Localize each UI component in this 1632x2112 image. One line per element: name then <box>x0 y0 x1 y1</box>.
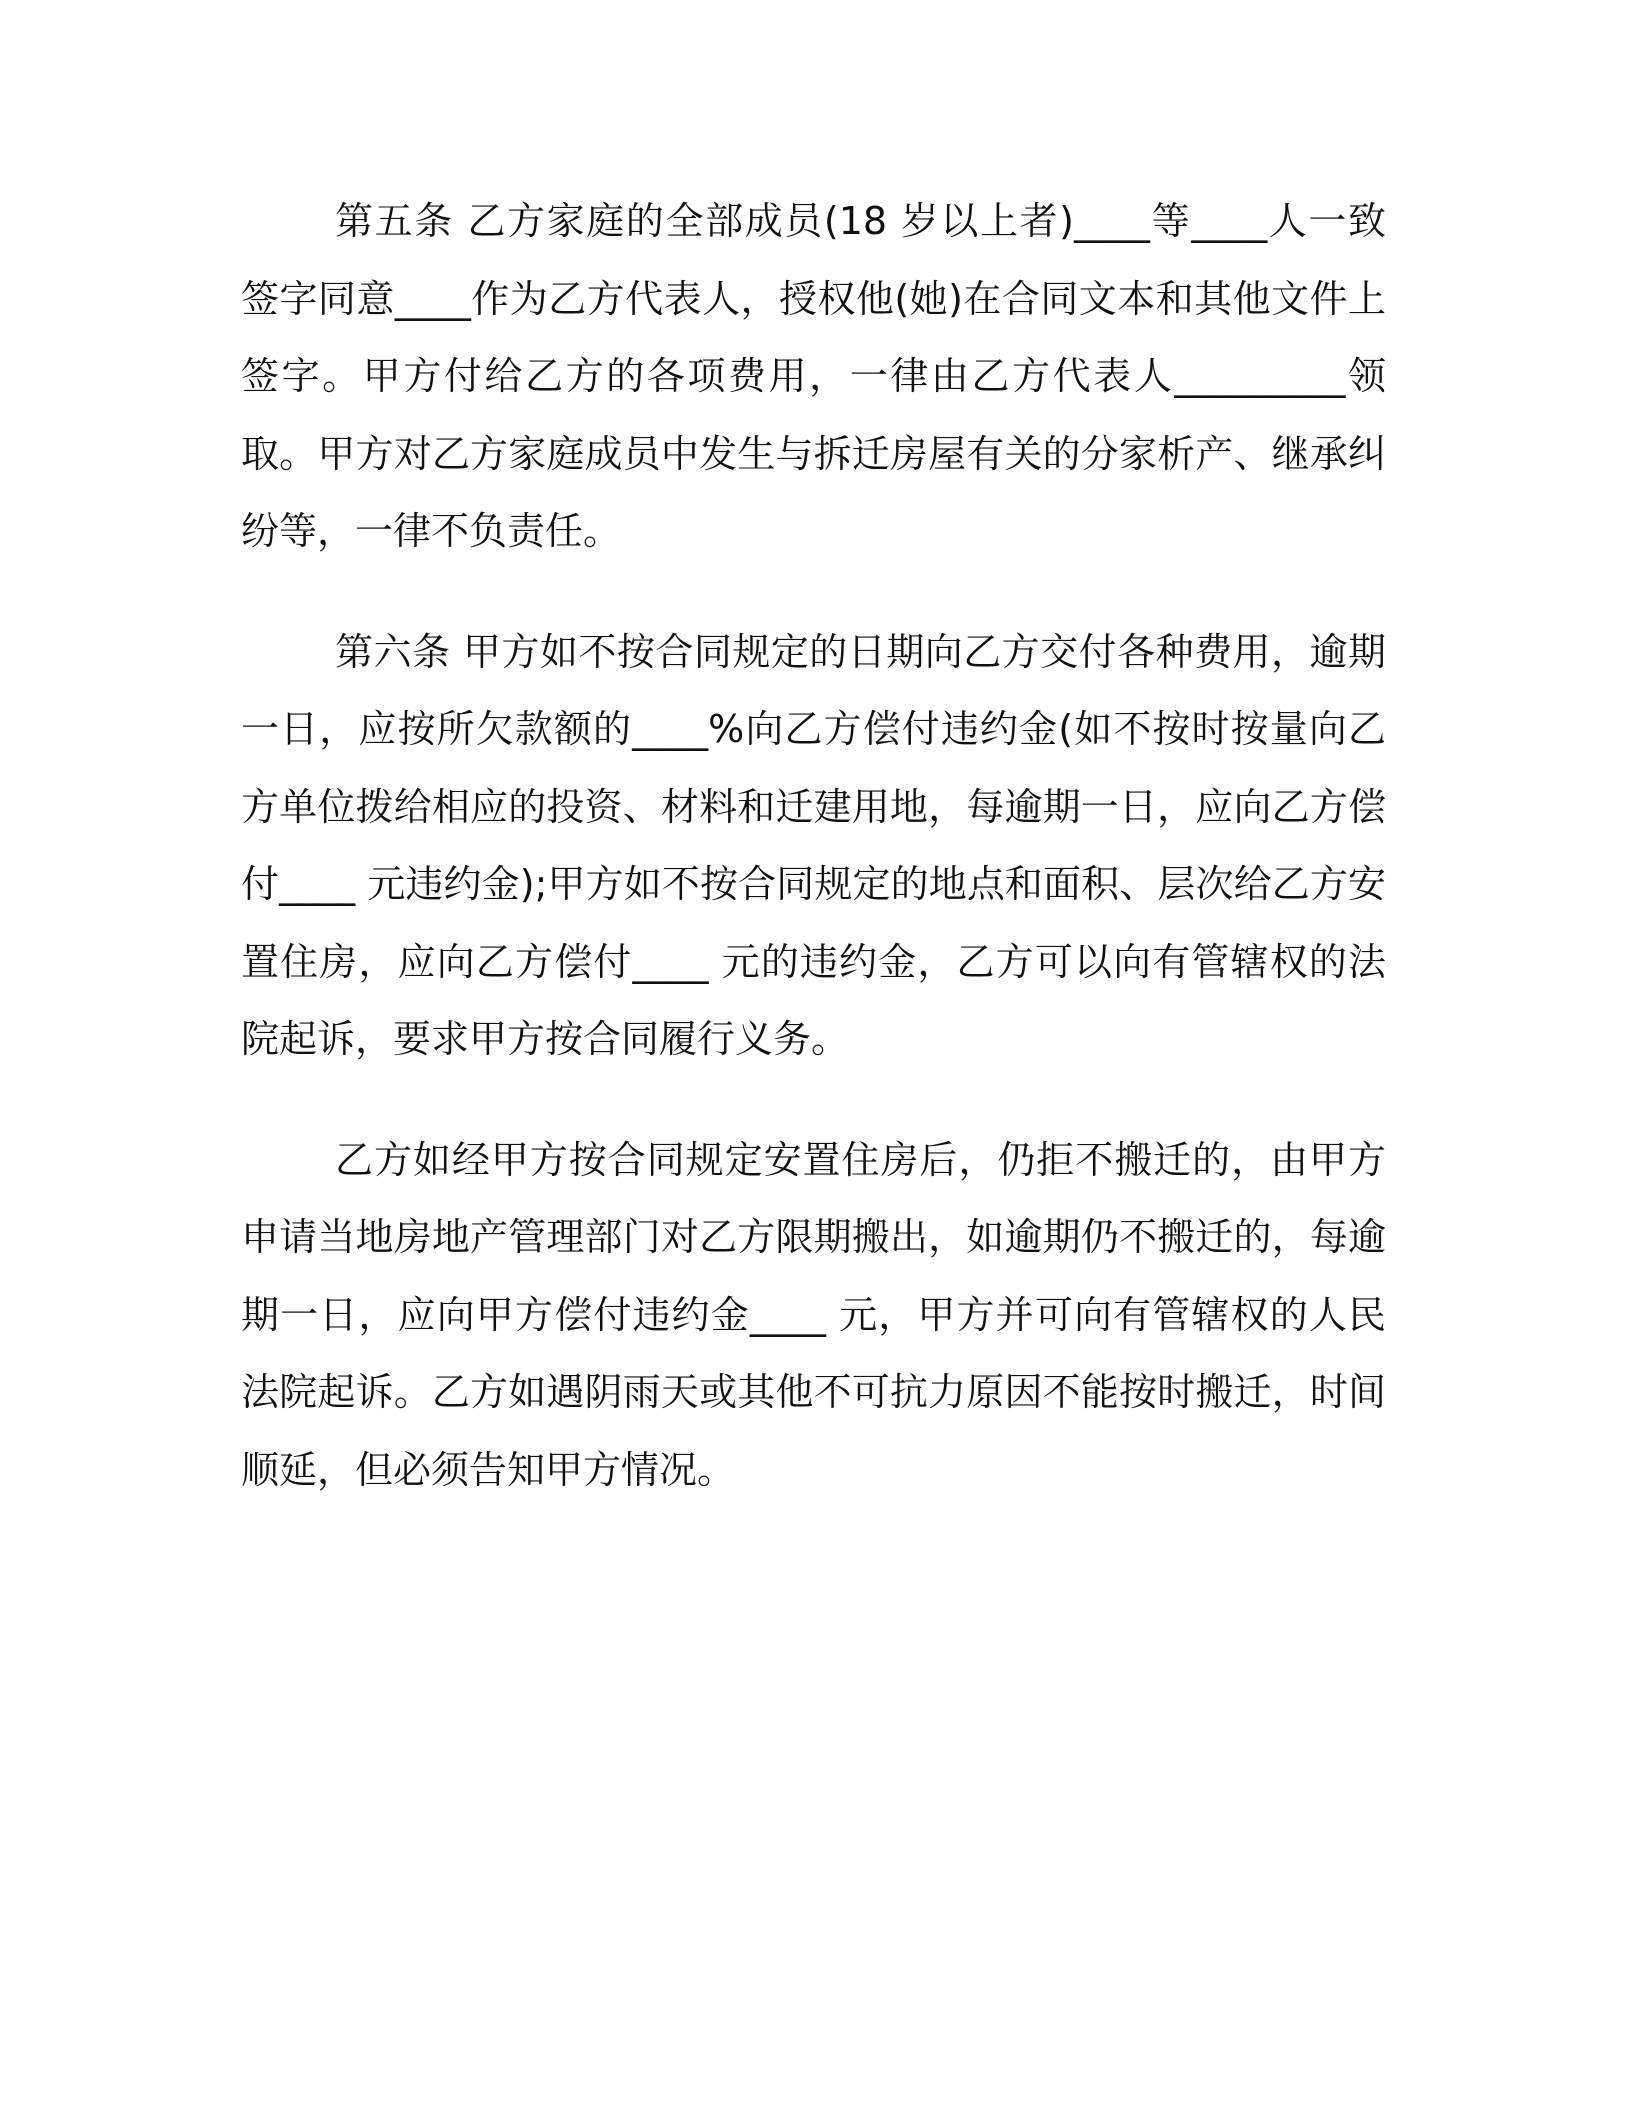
relocation-refusal-paragraph: 乙方如经甲方按合同规定安置住房后，仍拒不搬迁的，由甲方申请当地房地产管理部门对乙方限期搬出，如逾期仍不搬迁的，每逾期一日，应向甲方偿付违约金____ 元，甲方并可向有管辖权的人民法院起诉。乙方如遇阴雨天或其他不可抗力原因不能按时搬迁，时间顺延，但必须告知甲方情况。 <box>241 1137 1386 1492</box>
article-5-paragraph: 第五条 乙方家庭的全部成员(18 岁以上者)____等____人一致签字同意____作为乙方代表人，授权他(她)在合同文本和其他文件上签字。甲方付给乙方的各项费用，一律由乙方代表人_________领取。甲方对乙方家庭成员中发生与拆迁房屋有关的分家析产、继承纠纷等，一律不负责任。 <box>241 199 1386 553</box>
document-body <box>241 183 1386 1552</box>
article-6-paragraph: 第六条 甲方如不按合同规定的日期向乙方交付各种费用，逾期一日，应按所欠款额的____%向乙方偿付违约金(如不按时按量向乙方单位拨给相应的投资、材料和迁建用地，每逾期一日，应向乙方偿付____ 元违约金);甲方如不按合同规定的地点和面积、层次给乙方安置住房，应向乙方偿付____ 元的违约金，乙方可以向有管辖权的法院起诉，要求甲方按合同履行义务。 <box>241 629 1386 1061</box>
